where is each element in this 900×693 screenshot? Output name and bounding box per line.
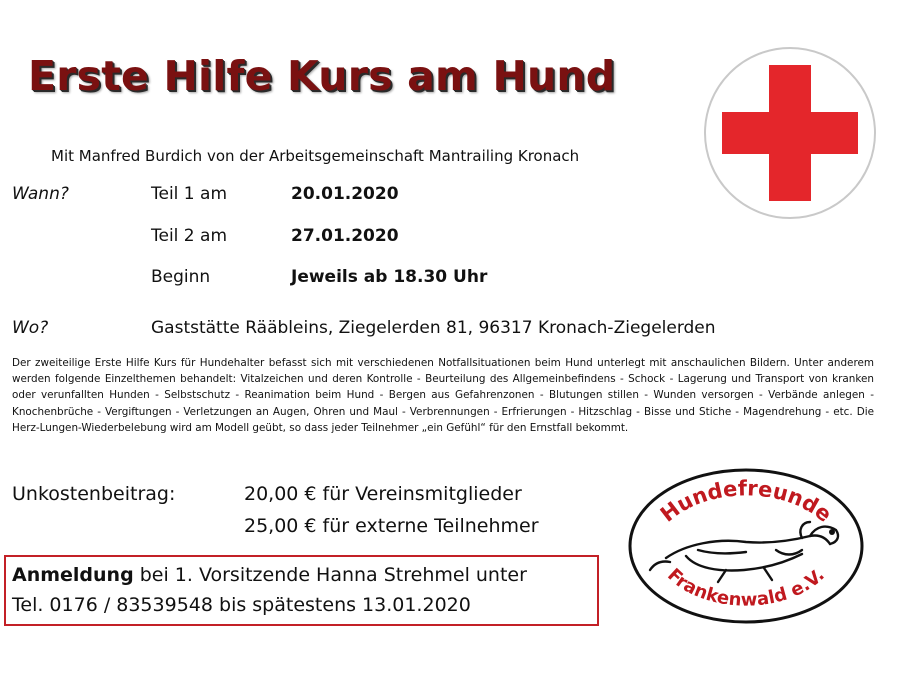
logo-top-text: Hundefreunde: [655, 476, 837, 527]
registration-bold: Anmeldung: [12, 564, 134, 586]
schedule-label-1: Teil 1 am: [151, 184, 228, 204]
schedule-value-1: 20.01.2020: [291, 184, 399, 204]
location-value: Gaststätte Rääbleins, Ziegelerden 81, 96317 Kronach-Ziegelerden: [151, 318, 716, 338]
registration-line-1: [12, 564, 527, 586]
fee-label: Unkostenbeitrag:: [12, 483, 176, 505]
page-title: Erste Hilfe Kurs am Hund: [28, 52, 616, 100]
red-cross-icon: [702, 45, 878, 221]
schedule-value-2: 27.01.2020: [291, 226, 399, 246]
when-label: Wann?: [12, 184, 69, 204]
course-description: Der zweiteilige Erste Hilfe Kurs für Hundehalter befasst sich mit verschiedenen Notfallsituationen beim Hund unterlegt mit anschaulichen Bildern. Unter anderem werden folgende Einzelthemen behandelt: Vitalzeichen und deren Kontrolle - Beurteilung des Allgemeinbefindens - Schock - Lagerung und Transport von kranken oder verunfallten Hunden - Selbstschutz - Reanimation beim Hund - Bergen aus Gefahrenzonen - Blutungen stillen - Wunden versorgen - Verbände anlegen - Knochenbrüche - Vergiftungen - Verletzungen an Augen, Ohren und Maul - Verbrennungen - Erfrierungen - Hitzschlag - Bisse und Stiche - Magendrehung - etc. Die Herz-Lungen-Wiederbelebung wird am Modell geübt, so dass jeder Teilnehmer „ein Gefühl“ für den Ernstfall bekommt.: [12, 357, 874, 434]
fee-external: 25,00 € für externe Teilnehmer: [244, 515, 539, 537]
registration-line-2: Tel. 0176 / 83539548 bis spätestens 13.01.2020: [12, 594, 471, 616]
schedule-value-3: Jeweils ab 18.30 Uhr: [291, 267, 488, 287]
club-logo: [626, 466, 866, 626]
subtitle: Mit Manfred Burdich von der Arbeitsgemeinschaft Mantrailing Kronach: [51, 147, 580, 165]
schedule-label-2: Teil 2 am: [151, 226, 228, 246]
logo-bottom-text: Frankenwald e.V.: [663, 564, 829, 611]
schedule-label-3: Beginn: [151, 267, 211, 287]
where-label: Wo?: [12, 318, 49, 338]
registration-text: bei 1. Vorsitzende Hanna Strehmel unter: [133, 564, 527, 586]
fee-members: 20,00 € für Vereinsmitglieder: [244, 483, 522, 505]
